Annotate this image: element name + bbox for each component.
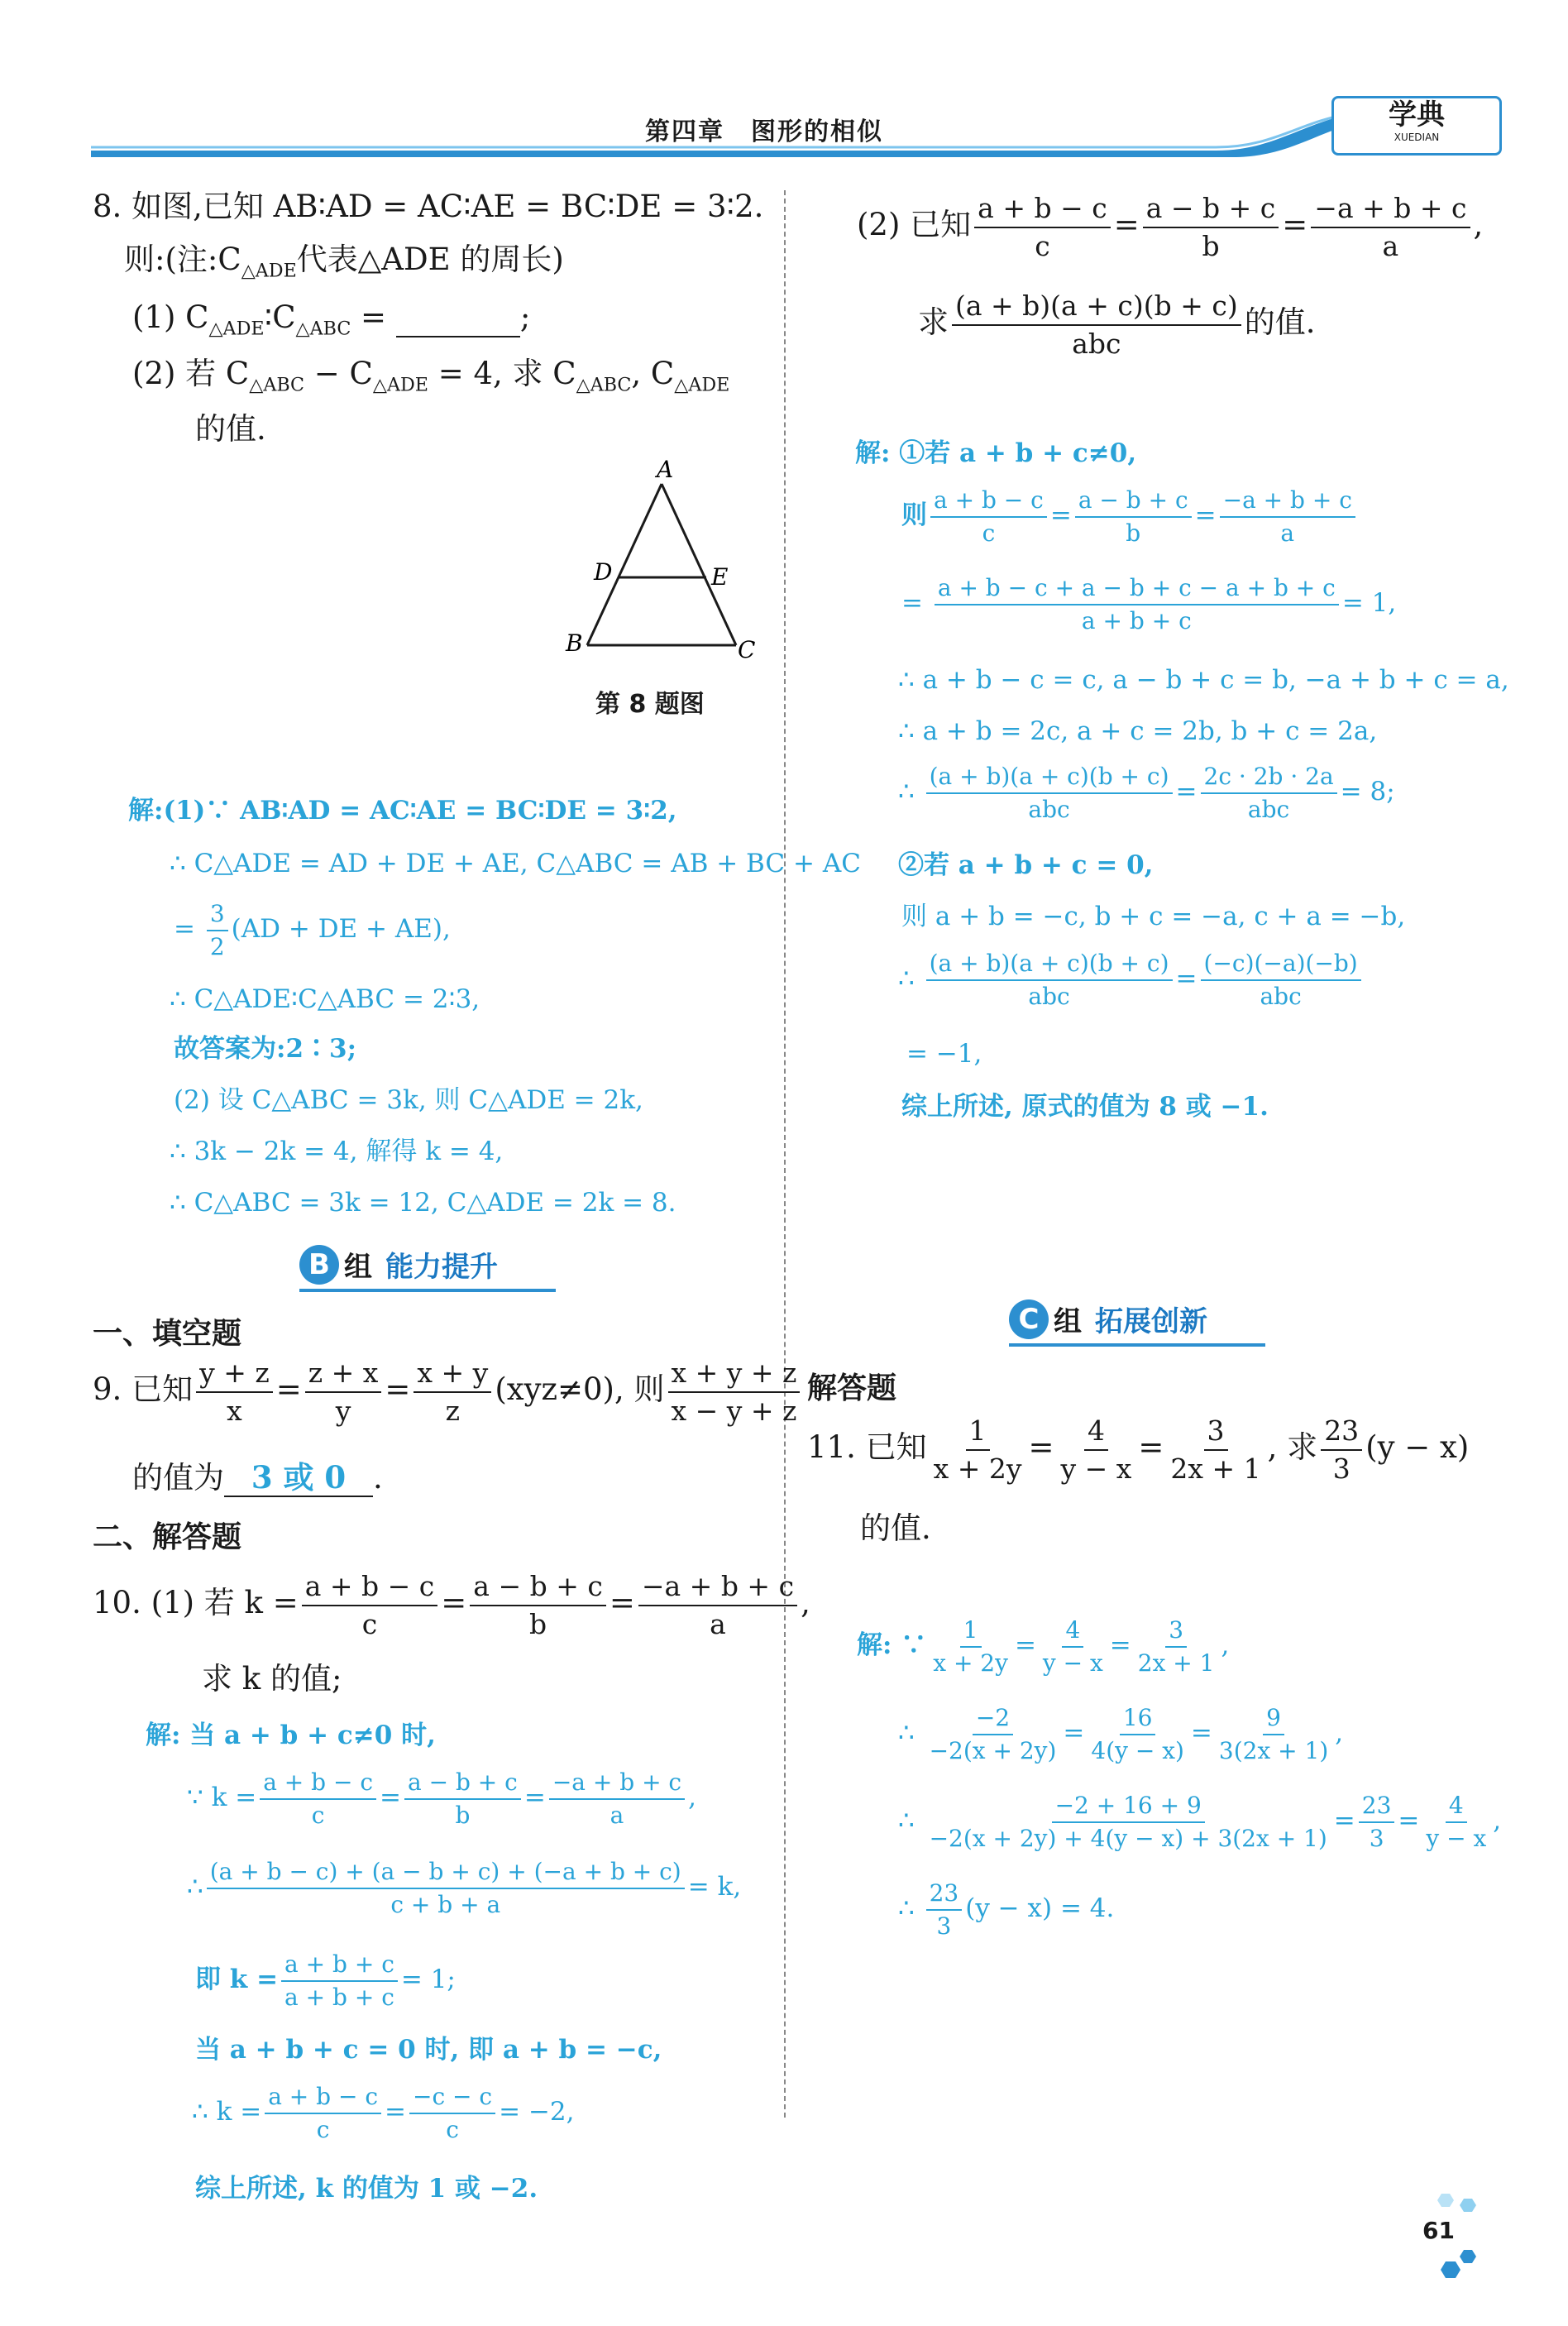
q10-sol-l7: 综上所述, k 的值为 1 或 −2. bbox=[195, 2174, 538, 2204]
group-b-label: 组 bbox=[344, 1251, 372, 1284]
q8-sol-l3: = $\frac{3}{2}$ (AD + DE + AE), bbox=[174, 900, 451, 960]
q8-sol-l8: ∴ C△ABC = 3k = 12, C△ADE = 2k = 8. bbox=[170, 1188, 676, 1218]
logo-subtext: XUEDIAN bbox=[1394, 132, 1440, 143]
figure-caption: 第 8 题图 bbox=[595, 690, 705, 719]
q8-part2: (2) 若 $C_{\triangle ABC} - C_{\triangle ADE} = 4$, 求 $C_{\triangle ABC}$, $C_{\triangle ADE}$ bbox=[132, 356, 730, 396]
q8-sol-l2: ∴ C△ADE = AD + DE + AE, C△ABC = AB + BC + AC bbox=[170, 849, 861, 878]
section-fill-heading: 一、填空题 bbox=[93, 1317, 242, 1351]
q9-line2: 的值为 3 或 0 . bbox=[132, 1459, 383, 1497]
q11-sol-l3: ∴ $\frac{-2 + 16 + 9}{-2(x + 2y) + 4(y - x) + 3(2x + 1)}$ = $\frac{23}{3}$ = $\frac{4}{y - x}$ , bbox=[898, 1792, 1502, 1852]
chapter-title: 第四章 图形的相似 bbox=[645, 117, 883, 146]
header-bar bbox=[91, 99, 1464, 157]
q11-sol-l4: ∴ $\frac{23}{3}$ (y − x) = 4. bbox=[898, 1879, 1115, 1940]
brand-logo bbox=[1331, 96, 1502, 156]
q10-line1: 10. (1) 若 k = $\frac{a + b - c}{c}$ = $\frac{a - b + c}{b}$ = $\frac{-a + b + c}{a}$ , bbox=[93, 1570, 810, 1640]
q10-line2: 求 k 的值; bbox=[202, 1661, 342, 1697]
section-solve2-heading: 解答题 bbox=[807, 1371, 897, 1405]
q11-line1: 11. 已知 $\frac{1}{x + 2y}$ = $\frac{4}{y - x}$ = $\frac{3}{2x + 1}$ , 求 $\frac{23}{3}$ (y − x) bbox=[807, 1414, 1470, 1485]
group-b-title: 能力提升 bbox=[385, 1251, 498, 1284]
q10-sol-l4: 即 k = $\frac{a + b + c}{a + b + c}$ = 1; bbox=[195, 1950, 456, 2011]
logo-text: 学典 bbox=[1389, 98, 1445, 132]
q10-sol-l2: ∵ k = $\frac{a + b - c}{c}$ = $\frac{a - b + c}{b}$ = $\frac{-a + b + c}{a}$ , bbox=[187, 1768, 696, 1829]
group-b-letter: B bbox=[299, 1245, 339, 1285]
q8-sol-l5: 故答案为:2∶3; bbox=[174, 1034, 357, 1064]
triangle-figure bbox=[538, 459, 786, 666]
group-b-badge bbox=[299, 1244, 498, 1285]
q8-part1: (1) $C_{\triangle ADE}∶C_{\triangle ABC}$ = ; bbox=[132, 299, 531, 340]
group-b-underline bbox=[299, 1289, 556, 1292]
q8-sol-l1: 解:(1)∵ AB∶AD = AC∶AE = BC∶DE = 3∶2, bbox=[128, 796, 677, 826]
label-E: E bbox=[711, 563, 729, 591]
answer-blank[interactable] bbox=[396, 299, 520, 337]
label-C: C bbox=[738, 636, 756, 663]
q8-sol-l6: (2) 设 C△ABC = 3k, 则 C△ADE = 2k, bbox=[174, 1085, 643, 1115]
q8-sol-l7: ∴ 3k − 2k = 4, 解得 k = 4, bbox=[170, 1137, 504, 1166]
group-c-underline bbox=[1009, 1343, 1265, 1347]
q8-sol-l4: ∴ C△ADE∶C△ABC = 2∶3, bbox=[170, 984, 480, 1014]
section-solve-heading: 二、解答题 bbox=[93, 1520, 242, 1554]
page-number: 61 bbox=[1422, 2217, 1455, 2244]
q10-sol-l3: ∴ $\frac{(a + b - c) + (a - b + c) + (-a + b + c)}{c + b + a}$ = k, bbox=[187, 1858, 742, 1918]
group-c-letter: C bbox=[1009, 1299, 1049, 1339]
q10-2-sol-l8: 则 a + b = −c, b + c = −a, c + a = −b, bbox=[901, 902, 1406, 931]
q10-2-sol-l5: ∴ a + b = 2c, a + c = 2b, b + c = 2a, bbox=[898, 716, 1378, 746]
group-c-label: 组 bbox=[1054, 1305, 1082, 1338]
q10-2-sol-l2: 则 $\frac{a + b - c}{c}$ = $\frac{a - b + c}{b}$ = $\frac{-a + b + c}{a}$ bbox=[901, 486, 1359, 547]
label-A: A bbox=[657, 459, 674, 483]
group-c-title: 拓展创新 bbox=[1095, 1305, 1207, 1338]
q10-2-sol-l1: 解: ①若 a + b + c≠0, bbox=[855, 438, 1137, 468]
q10-2-line1: (2) 已知 $\frac{a + b - c}{c}$ = $\frac{a - b + c}{b}$ = $\frac{-a + b + c}{a}$ , bbox=[857, 192, 1484, 262]
q8-line2: 则:(注$:C_{\triangle ADE}$代表△ADE 的周长) bbox=[124, 242, 564, 282]
group-c-badge bbox=[1009, 1299, 1207, 1339]
q10-2-sol-l10: = −1, bbox=[906, 1039, 982, 1069]
q10-2-sol-l9: ∴ $\frac{(a + b)(a + c)(b + c)}{\text{abc}}$ = $\frac{(-c)(-a)(-b)}{\text{abc}}$ bbox=[898, 950, 1365, 1010]
q10-sol-l1: 解: 当 a + b + c≠0 时, bbox=[146, 1721, 436, 1750]
q11-sol-l2: ∴ $\frac{-2}{-2(x + 2y)}$ = $\frac{16}{4(y - x)}$ = $\frac{9}{3(2x + 1)}$ , bbox=[898, 1704, 1344, 1764]
label-B: B bbox=[566, 629, 583, 657]
q10-sol-l5: 当 a + b + c = 0 时, 即 a + b = −c, bbox=[195, 2035, 662, 2065]
q11-sol-l1: 解: ∵ $\frac{1}{x + 2y}$ = $\frac{4}{y - x}$ = $\frac{3}{2x + 1}$ , bbox=[857, 1616, 1230, 1677]
q11-line2: 的值. bbox=[860, 1510, 931, 1546]
label-D: D bbox=[594, 558, 613, 586]
q10-2-sol-l11: 综上所述, 原式的值为 8 或 −1. bbox=[901, 1092, 1269, 1122]
q9-answer[interactable]: 3 或 0 bbox=[224, 1459, 373, 1497]
q9-line1: 9. 已知 $\frac{y + z}{x}$ = $\frac{z + x}{y}$ = $\frac{x + y}{z}$ (xyz≠0), 则 $\frac{x + y + z}{x - y + z}$ bbox=[93, 1357, 803, 1427]
q10-sol-l6: ∴ k = $\frac{a + b - c}{c}$ = $\frac{-c - c}{c}$ = −2, bbox=[192, 2083, 575, 2143]
q10-2-line2: 求 $\frac{(a + b)(a + c)(b + c)}{\text{abc}}$ 的值. bbox=[918, 290, 1316, 360]
q8-part2-line2: 的值. bbox=[195, 411, 266, 447]
q8-line1: 8. 如图,已知 AB∶AD = AC∶AE = BC∶DE = 3∶2. bbox=[93, 189, 764, 224]
q10-2-sol-l6: ∴ $\frac{(a + b)(a + c)(b + c)}{\text{abc}}$ = $\frac{2c \cdot 2b \cdot 2a}{\text{abc}}$ = 8; bbox=[898, 763, 1395, 823]
q10-2-sol-l3: = $\frac{a + b - c + a - b + c - a + b + c}{a + b + c}$ = 1, bbox=[901, 574, 1397, 634]
q10-2-sol-l4: ∴ a + b − c = c, a − b + c = b, −a + b + c = a, bbox=[898, 665, 1509, 695]
q10-2-sol-l7: ②若 a + b + c = 0, bbox=[898, 850, 1154, 880]
